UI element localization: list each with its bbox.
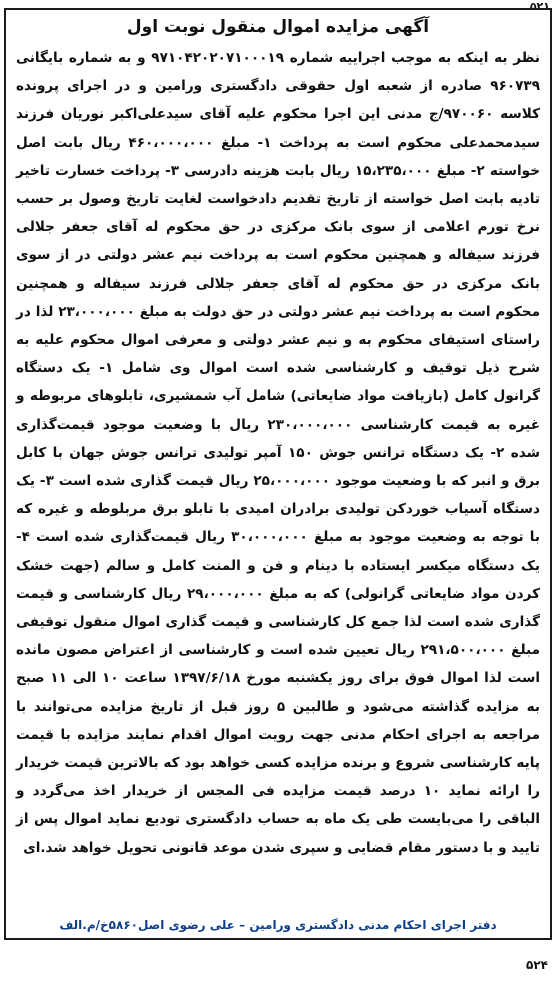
notice-body: نظر به اینکه به موجب اجراییه شماره ۹۷۱۰۴۲۰۲۰۷۱۰۰۰۱۹ و به شماره بایگانی ۹۶۰۷۳۹ صادره از شعبه اول حقوقی دادگستری ورامین و در اجرای پرونده کلاسه ۹۷۰۰۶۰/ج مدنی این اجرا محکوم علیه آقای سیدعلی‌اکبر نوریان فرزند سیدمحمدعلی محکوم است به پرداخت ۱- مبلغ ۴۶۰،۰۰۰،۰۰۰ ریال بابت اصل خواسته ۲- مبلغ ۱۵،۲۳۵،۰۰۰ ریال بابت هزینه دادرسی ۳- پرداخت خسارت تاخیر تادیه بابت اصل خواسته از تاریخ تقدیم دادخواست لغایت تاریخ وصول بر حسب نرخ تورم اعلامی از سوی بانک مرکزی در حق محکوم له آقای جعفر جلالی فرزند سیفاله و همچنین محکوم است به پرداخت نیم عشر دولتی در از سوی بانک مرکزی در حق محکوم له آقای جعفر جلالی فرزند سیفاله و همچنین محکوم است به پرداخت نیم عشر دولتی در حق دولت به مبلغ ۲۳،۰۰۰،۰۰۰ لذا در راستای استیفای محکوم به و نیم عشر دولتی و معرفی اموال محکوم علیه به شرح ذیل توقیف و کارشناسی شده است اموال وی شامل ۱- یک دستگاه گرانول کامل (بازیافت مواد ضایعاتی) شامل آب شمشیری، تابلوهای مربوطه و غیره به قیمت کارشناسی ۲۳۰،۰۰۰،۰۰۰ ریال با وضعیت موجود قیمت‌گذاری شده ۲- یک دستگاه ترانس جوش ۱۵۰ آمپر تولیدی ترانس جوش جهان با کابل برق و انبر که با وضعیت موجود ۲۵،۰۰۰،۰۰۰ ریال قیمت گذاری شده است ۳- یک دستگاه آسیاب خوردکن تولیدی برادران امیدی با تابلو برق مربلوطه و غیره که با توجه به وضعیت موجود به مبلغ ۳۰،۰۰۰،۰۰۰ ریال قیمت‌گذاری شده است ۴- یک دستگاه میکسر ایستاده با دینام و فن و المنت کامل و سالم (جهت خشک کردن مواد ضایعاتی گرانولی) که به مبلغ ۲۹،۰۰۰،۰۰۰ ریال کارشناسی و قیمت گذاری شده است لذا جمع کل کارشناسی و قیمت گذاری اموال منقول توقیفی مبلغ ۲۹۱،۵۰۰،۰۰۰ ریال تعیین شده است و کارشناسی از اعتراض مصون مانده است لذا اموال فوق برای روز یکشنبه مورخ ۱۳۹۷/۶/۱۸ ساعت ۱۰ الی ۱۱ صبح به مزایده گذاشته می‌شود و طالبین ۵ روز قبل از تاریخ مزایده می‌توانند با مراجعه به اجرای احکام مدنی جهت رویت اموال اقدام نمایند مزایده با قیمت پایه کارشناسی شروع و برنده مزایده کسی خواهد بود که بالاترین قیمت خریدار را ارائه نماید ۱۰ درصد قیمت مزایده فی المجس از خریدار اخذ می‌گردد و الباقی را می‌بایست طی یک ماه به حساب دادگستری تودیع نماید اموال پس از تایید و با دستور مقام قضایی و سپری شدن موعد قانونی تحویل خواهد شد.ای	[16, 50, 541, 856]
auction-notice-box	[4, 8, 552, 940]
notice-footer-signature: دفتر اجرای احکام مدنی دادگستری ورامین – علی رضوی اصل۵۸۶۰خ/م.الف	[59, 918, 497, 932]
page-number-top: ۵۲۱	[529, 0, 550, 13]
page-number-bottom: ۵۲۴	[526, 958, 548, 972]
notice-title: آگهی مزایده اموال منقول نوبت اول	[126, 17, 430, 37]
